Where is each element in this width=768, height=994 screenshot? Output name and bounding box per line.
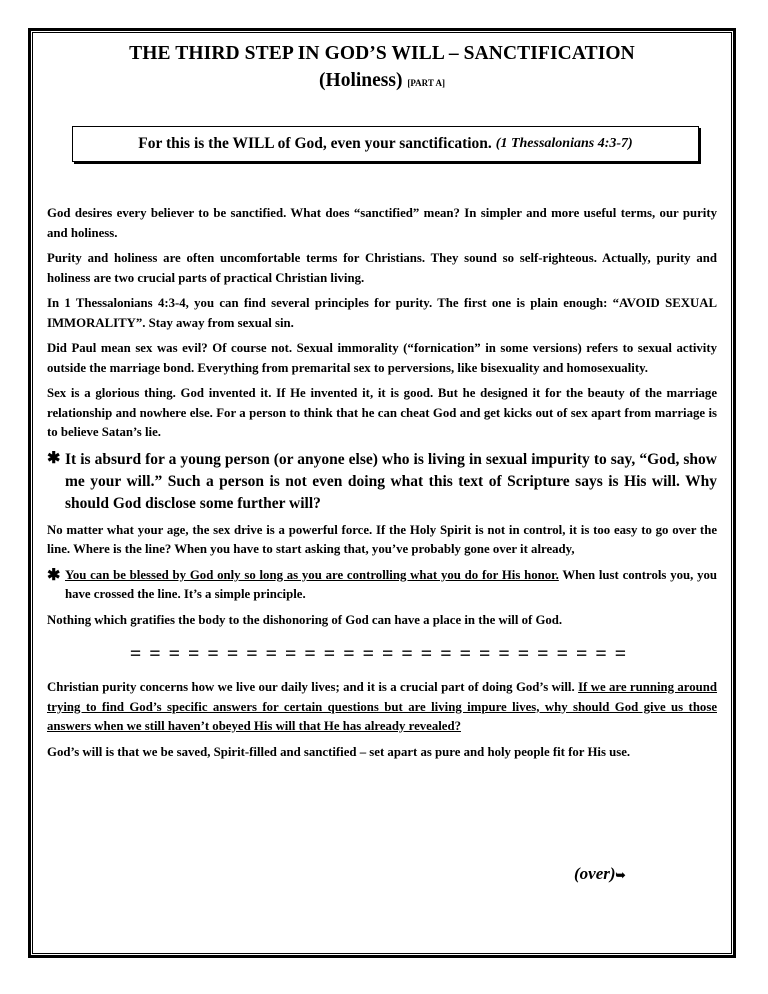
paragraph-4: Did Paul mean sex was evil? Of course not. Sexual immorality (“fornication” in some versions) refers to sexual activity outside the marriage bond. Everything from premarital sex to perversions, like bisexuality and homosexuality. [47,341,717,375]
paragraph-8 [47,678,717,737]
subtitle-text: (Holiness) [319,70,403,91]
key-verse-reference: (1 Thessalonians 4:3-7) [495,136,633,151]
paragraph-3: In 1 Thessalonians 4:3-4, you can find several principles for purity. The first one is plain enough: “AVOID SEXUAL IMMORALITY”. Stay away from sexual sin. [47,296,717,330]
key-verse-box [72,126,699,162]
starred-point-2-underlined: You can be blessed by God only so long as you are controlling what you do for His honor. [65,567,559,582]
arrow-icon: ➥ [615,868,626,882]
starred-point-2-rest: When lust controls you, you have crossed the line. It’s a simple principle. [65,567,717,601]
page-subtitle [32,70,732,92]
paragraph-7: Nothing which gratifies the body to the dishonoring of God can have a place in the will of God. [47,612,563,627]
over-label [574,864,626,884]
starred-point-1-text: It is absurd for a young person (or anyone else) who is living in sexual impurity to say, “God, show me your will.” Such a person is not even doing what this text of Scripture says is His will. Why should God disclose some further will? [65,450,717,512]
starred-point-2-text [65,566,717,605]
section-divider: ========================== [129,643,635,665]
star-bullet-icon: ✱ [47,449,61,467]
paragraph-8-start: Christian purity concerns how we live our daily lives; and it is a crucial part of doing God’s will. [47,680,575,694]
paragraph-9: God’s will is that we be saved, Spirit-filled and sanctified – set apart as pure and holy people fit for His use. [47,744,631,759]
paragraph-5: Sex is a glorious thing. God invented it. If He invented it, it is good. But he designed it for the beauty of the marriage relationship and nowhere else. For a person to think that he can cheat God and get kicks out of sex apart from marriage is to believe Satan’s lie. [47,386,717,439]
over-text: (over) [574,864,616,883]
key-verse-text: For this is the WILL of God, even your sanctification. [138,135,492,152]
page-title: THE THIRD STEP IN GOD’S WILL – SANCTIFICATION [129,43,635,64]
part-label: [PART A] [407,78,445,88]
starred-point-2 [47,566,717,605]
document-body [47,204,717,768]
starred-point-1 [47,449,717,515]
paragraph-1: God desires every believer to be sanctified. What does “sanctified” mean? In simpler and more useful terms, our purity and holiness. [47,206,717,240]
paragraph-2: Purity and holiness are often uncomfortable terms for Christians. They sound so self-righteous. Actually, purity and holiness are two crucial parts of practical Christian living. [47,251,717,285]
star-bullet-icon: ✱ [47,566,61,584]
paragraph-6: No matter what your age, the sex drive is a powerful force. If the Holy Spirit is not in control, it is too easy to go over the line. Where is the line? When you have to start asking that, you’ve probably gone over it already, [47,522,717,556]
paragraph-8-underlined: If we are running around trying to find God’s specific answers for certain questions but are living impure lives, why should God give us those answers when we still haven’t obeyed His will that He has already revealed? [47,680,718,733]
